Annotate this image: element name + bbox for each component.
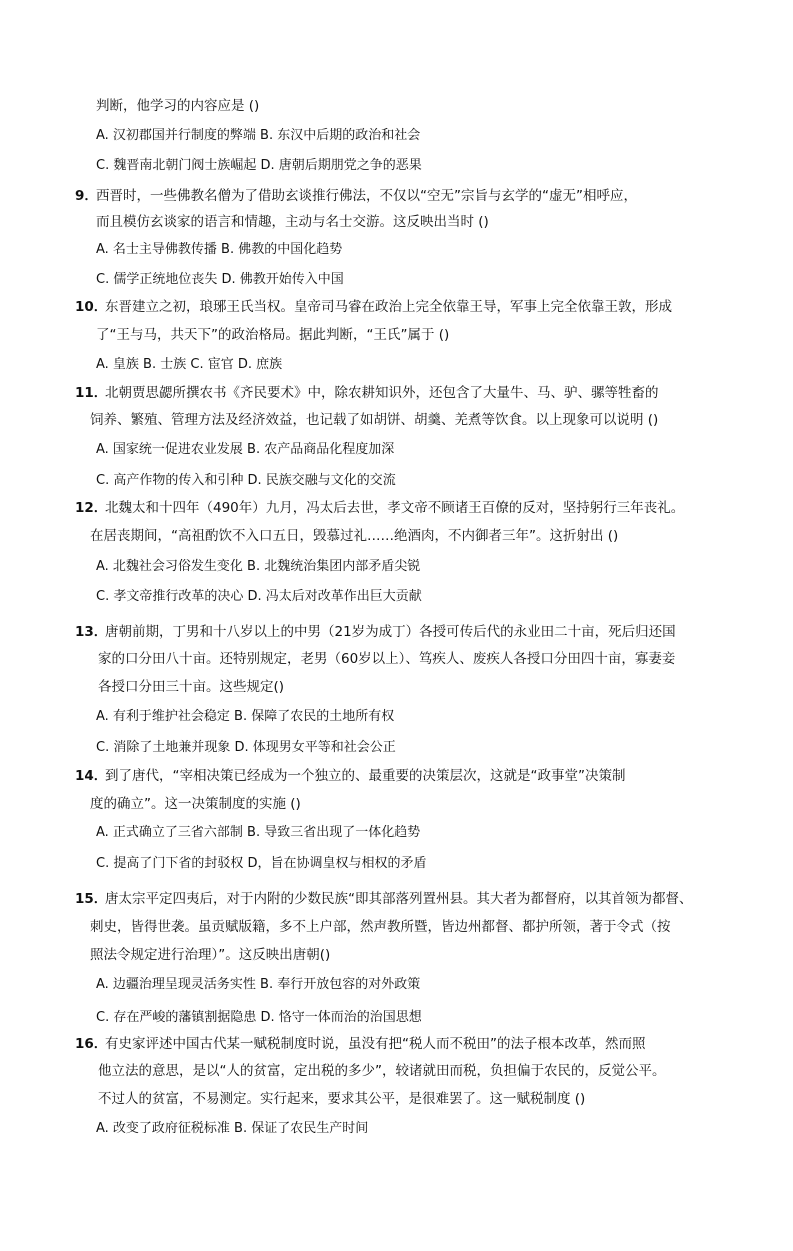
q14-options-cd: C. 提高了门下省的封驳权 D，旨在协调皇权与相权的矛盾 [96,856,427,871]
q11-stem-line1: 北朝贾思勰所撰农书《齐民要术》中，除农耕知识外，还包含了大量牛、马、驴、骡等牲畜的 [105,385,659,401]
q15-number: 15． [75,891,108,907]
q14-stem-line2: 度的确立”。这一决策制度的实施 () [90,796,301,812]
q8-stem-cont: 判断，他学习的内容应是 () [96,98,260,114]
q9-options-cd: C. 儒学正统地位丧失 D. 佛教开始传入中国 [96,272,344,287]
q12-number: 12． [75,500,108,516]
q11-stem-line2: 饲养、繁殖、管理方法及经济效益，也记载了如胡饼、胡羹、羌煮等饮食。以上现象可以说明 () [90,412,659,428]
q9-stem-line2: 而且模仿玄谈家的语言和情趣，主动与名士交游。这反映出当时 () [96,214,489,230]
q12-options-ab: A. 北魏社会习俗发生变化 B. 北魏统治集团内部矛盾尖锐 [96,559,421,574]
q10-options: A. 皇族 B. 士族 C. 宦官 D. 庶族 [96,357,283,372]
q13-number: 13． [75,624,108,640]
q13-options-cd: C. 消除了土地兼并现象 D. 体现男女平等和社会公正 [96,740,396,755]
q15-options-cd: C. 存在严峻的藩镇割据隐患 D. 恪守一体而治的治国思想 [96,1010,422,1025]
q9-options-ab: A. 名士主导佛教传播 B. 佛教的中国化趋势 [96,242,343,257]
q15-stem-line3: 照法令规定进行治理）”。这反映出唐朝() [90,947,331,963]
q8-options-cd: C. 魏晋南北朝门阀士族崛起 D. 唐朝后期朋党之争的恶果 [96,158,422,173]
q14-options-ab: A. 正式确立了三省六部制 B. 导致三省出现了一体化趋势 [96,825,421,840]
q11-options-ab: A. 国家统一促进农业发展 B. 农产品商品化程度加深 [96,442,395,457]
q16-stem-line2: 他立法的意思，是以“人的贫富，定出税的多少”，较诸就田而税，负担偏于农民的，反觉公平。 [98,1063,666,1079]
q9-stem-line1: 西晋时，一些佛教名僧为了借助玄谈推行佛法，不仅以“空无”宗旨与玄学的“虚无”相呼应， [96,188,637,204]
q12-stem-line1: 北魏太和十四年（490年）九月，冯太后去世，孝文帝不顾诸王百僚的反对，坚持躬行三年丧礼。 [105,500,685,516]
q13-options-ab: A. 有利于维护社会稳定 B. 保障了农民的土地所有权 [96,709,395,724]
q15-stem-line2: 刺史，皆得世袭。虽贡赋版籍，多不上户部，然声教所暨，皆边州都督、都护所领，著于令式（按 [90,919,671,935]
q10-number: 10． [75,299,108,315]
q12-options-cd: C. 孝文帝推行改革的决心 D. 冯太后对改革作出巨大贡献 [96,589,422,604]
q14-number: 14． [75,768,108,784]
q10-stem-line2: 了“王与马，共天下”的政治格局。据此判断，“王氏”属于 () [96,327,450,343]
q16-options-ab: A. 改变了政府征税标准 B. 保证了农民生产时间 [96,1121,369,1136]
q12-stem-line2: 在居丧期间，“高祖酌饮不入口五日，毁慕过礼……绝酒肉，不内御者三年”。这折射出 () [90,528,619,544]
q11-number: 11． [75,385,108,401]
q15-options-ab: A. 边疆治理呈现灵活务实性 B. 奉行开放包容的对外政策 [96,977,421,992]
q13-stem-line1: 唐朝前期，丁男和十八岁以上的中男（21岁为成丁）各授可传后代的永业田二十亩，死后归还国 [105,624,676,640]
q11-options-cd: C. 高产作物的传入和引种 D. 民族交融与文化的交流 [96,473,396,488]
q10-stem-line1: 东晋建立之初，琅琊王氏当权。皇帝司马睿在政治上完全依靠王导，军事上完全依靠王敦，形成 [105,299,672,315]
q9-number: 9． [75,188,98,204]
q13-stem-line2: 家的口分田八十亩。还特别规定，老男（60岁以上）、笃疾人、废疾人各授口分田四十亩，寡妻妾 [98,651,676,667]
q14-stem-line1: 到了唐代，“宰相决策已经成为一个独立的、最重要的决策层次，这就是“政事堂”决策制 [105,768,626,784]
q8-options-ab: A. 汉初郡国并行制度的弊端 B. 东汉中后期的政治和社会 [96,128,421,143]
q16-stem-line1: 有史家评述中国古代某一赋税制度时说，虽没有把“税人而不税田”的法子根本改革，然而照 [105,1036,646,1052]
q13-stem-line3: 各授口分田三十亩。这些规定() [98,679,285,695]
q16-stem-line3: 不过人的贫富，不易测定。实行起来，要求其公平，是很难罢了。这一赋税制度 () [98,1091,586,1107]
q15-stem-line1: 唐太宗平定四夷后，对于内附的少数民族“即其部落列置州县。其大者为都督府，以其首领为都督、 [105,891,693,907]
q16-number: 16． [75,1036,108,1052]
